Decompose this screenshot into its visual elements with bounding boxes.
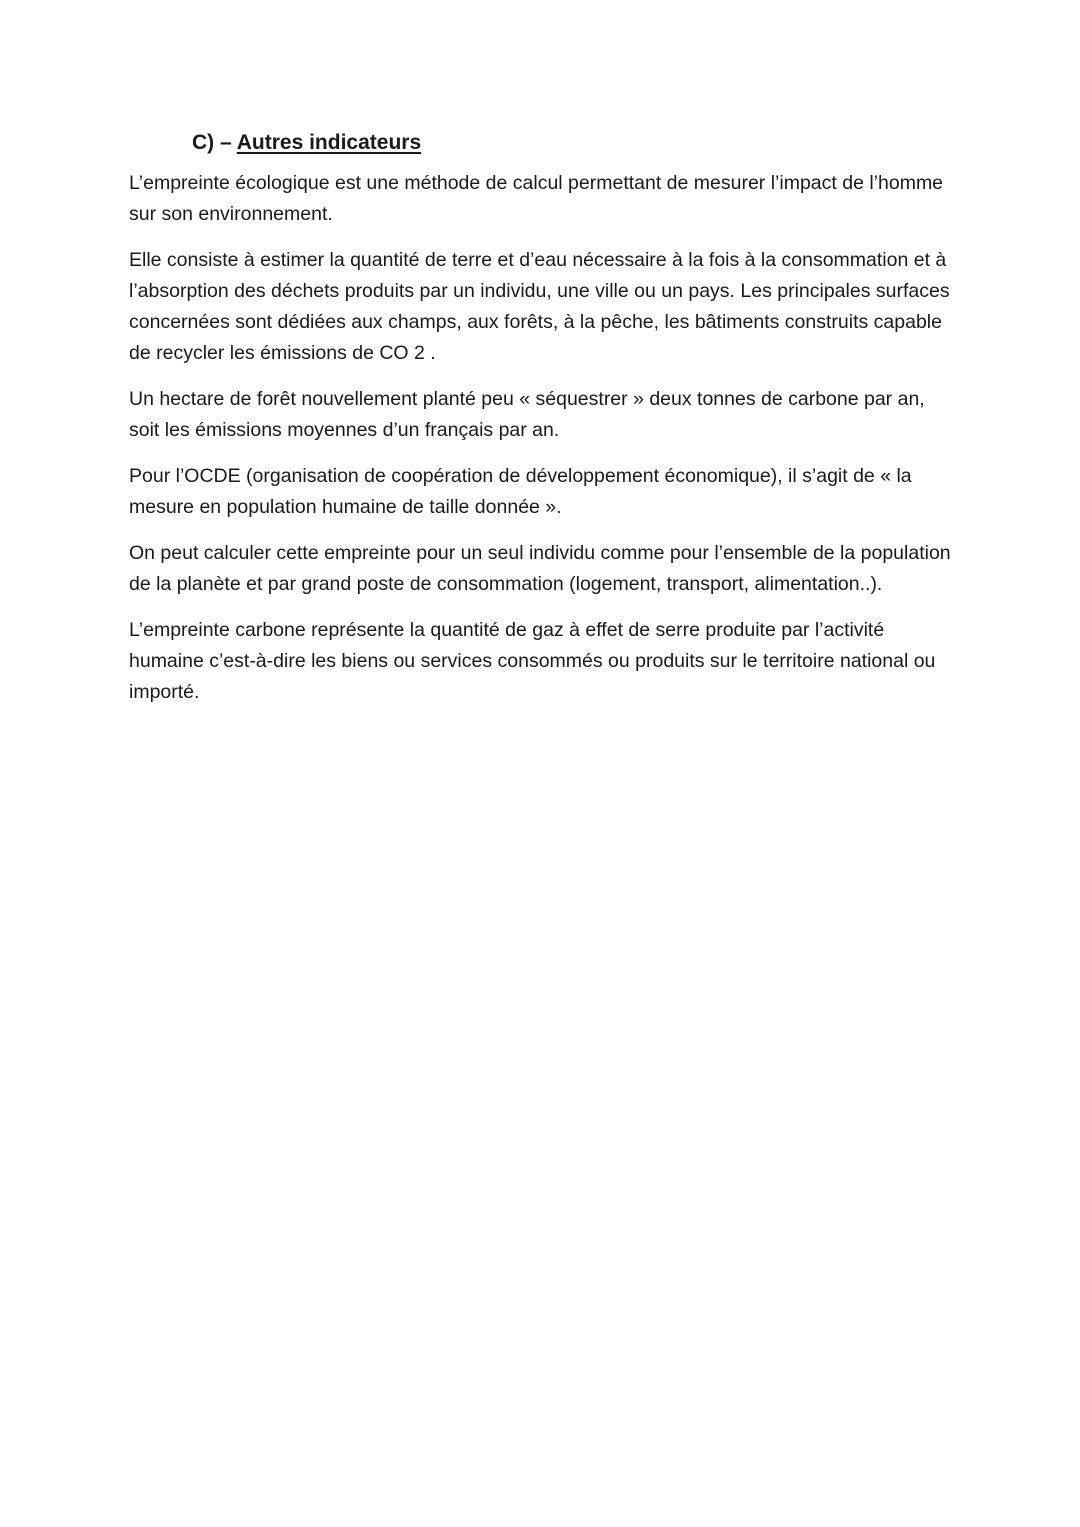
section-label: C) – xyxy=(192,131,232,154)
section-heading xyxy=(192,128,959,158)
paragraph-calculation-scope: On peut calculer cette empreinte pour un seul individu comme pour l’ensemble de la population de la planète et par grand poste de consommation (logement, transport, alimentation..). xyxy=(129,542,951,595)
document-body xyxy=(129,128,959,723)
paragraph-land-water-estimate: Elle consiste à estimer la quantité de terre et d’eau nécessaire à la fois à la consommation et à l’absorption des déchets produits par un individu, une ville ou un pays. Les principales surfaces concernées sont dédiées aux champs, aux forêts, à la pêche, les bâtiments construits capable de recycler les émissions de CO 2 . xyxy=(129,249,950,364)
paragraph-ocde-definition: Pour l’OCDE (organisation de coopération de développement économique), il s’agit de « la mesure en population humaine de taille donnée ». xyxy=(129,465,912,518)
paragraph-ecological-footprint: L’empreinte écologique est une méthode de calcul permettant de mesurer l’impact de l’homme sur son environnement. xyxy=(129,172,944,225)
section-title: Autres indicateurs xyxy=(236,131,422,154)
paragraph-carbon-footprint: L’empreinte carbone représente la quantité de gaz à effet de serre produite par l’activité humaine c’est-à-dire les biens ou services consommés ou produits sur le territoire national ou importé. xyxy=(129,619,936,703)
paragraph-forest-hectare: Un hectare de forêt nouvellement planté peu « séquestrer » deux tonnes de carbone par an, soit les émissions moyennes d’un français par an. xyxy=(129,388,925,441)
